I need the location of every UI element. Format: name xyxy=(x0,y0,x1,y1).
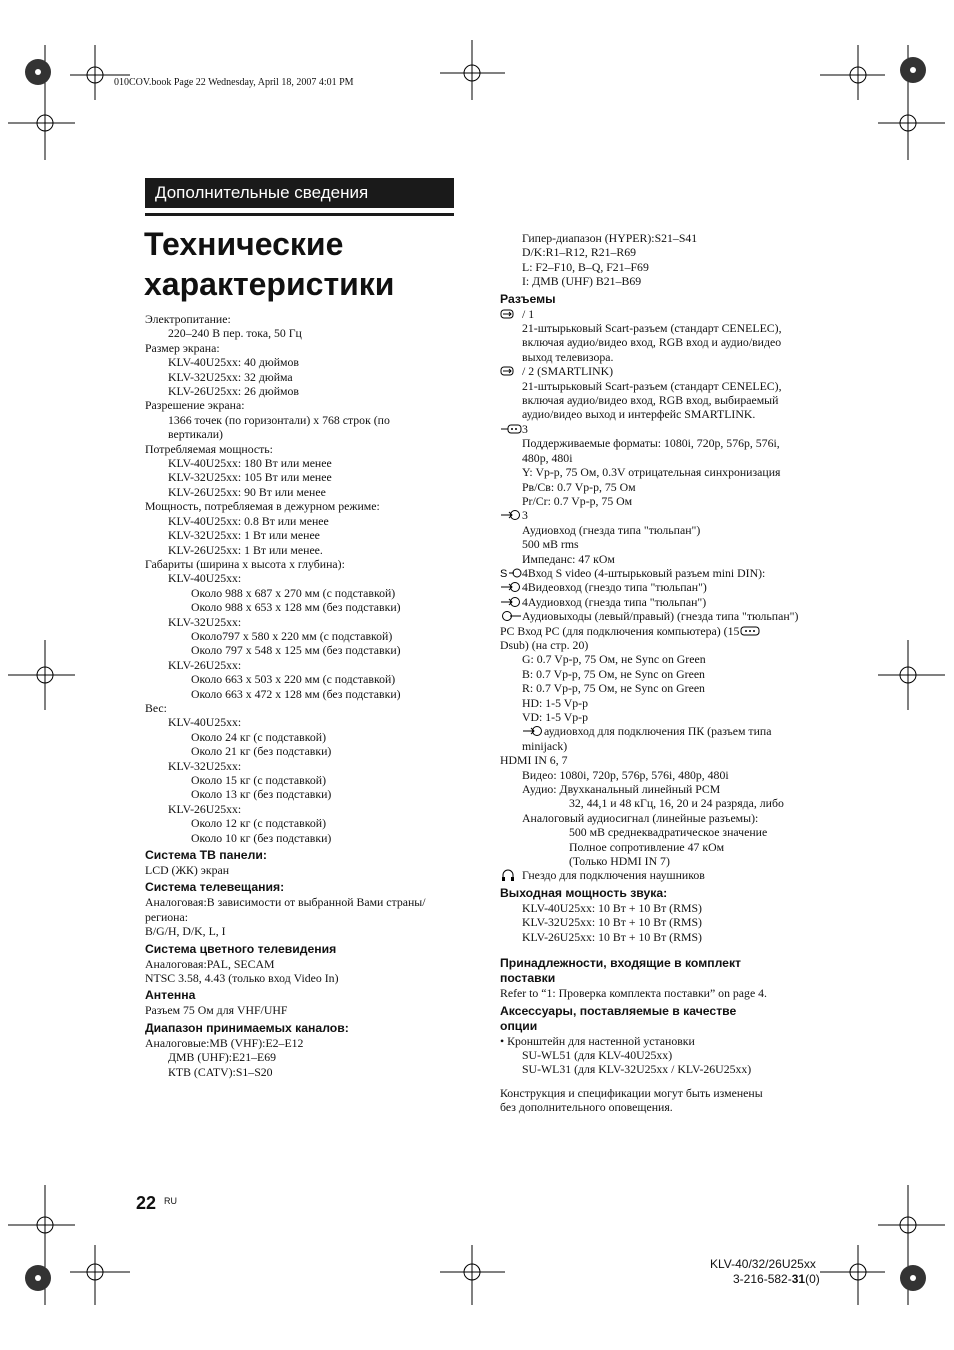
spec-text: Аудио: Двухканальный линейный PCM xyxy=(522,782,721,797)
spec-text: I: ДМВ (UHF) B21–B69 xyxy=(522,274,642,289)
spec-text: Аудиовход (гнезда типа "тюльпан") xyxy=(522,522,701,537)
spec-text: Аналоговый аудиосигнал (линейные разъемы): xyxy=(522,810,759,825)
svg-text:S: S xyxy=(500,567,508,579)
spec-text: КТВ (CATV):S1–S20 xyxy=(168,1064,273,1079)
spec-text: 21-штырьковый Scart-разъем (стандарт CENELEC), xyxy=(522,321,782,336)
spec-text: KLV-32U25xx: 10 Вт + 10 Вт (RMS) xyxy=(522,915,702,930)
spec-text: Разъем 75 Ом для VHF/UHF xyxy=(145,1003,288,1018)
spec-text: Около 24 кг (с подставкой) xyxy=(191,729,326,744)
spec-text: 4Вход S video (4-штырьковый разъем mini DIN): xyxy=(522,565,766,580)
spec-text: HD: 1-5 Vp-p xyxy=(522,695,588,710)
spec-text: (Только HDMI IN 7) xyxy=(569,854,670,869)
spec-text: B/G/H, D/K, L, I xyxy=(145,924,226,939)
spec-text: Система цветного телевидения xyxy=(145,941,337,956)
spec-text: Dsub) (на стр. 20) xyxy=(500,637,589,652)
section-title: Дополнительные сведения xyxy=(155,183,369,202)
spec-text: 3 xyxy=(522,508,528,523)
spec-text: аудиовход для подключения ПК (разъем типа xyxy=(544,724,772,739)
spec-text: Разрешение экрана: xyxy=(145,398,245,413)
spec-text: Pr/Cr: 0.7 Vp-p, 75 Ом xyxy=(522,493,633,508)
spec-text: Аналоговые:МВ (VHF):E2–E12 xyxy=(145,1035,304,1050)
spec-text: вертикали) xyxy=(168,427,223,442)
page-title: Технические характеристики xyxy=(144,226,395,302)
spec-text: SU-WL51 (для KLV-40U25xx) xyxy=(522,1047,673,1062)
spec-text: KLV-32U25xx: 32 дюйма xyxy=(168,369,293,384)
spec-text: Аксессуары, поставляемые в качестве xyxy=(500,1003,737,1018)
spec-text: опции xyxy=(500,1018,538,1033)
spec-text: LCD (ЖК) экран xyxy=(145,863,230,878)
spec-text: Около797 x 580 x 220 мм (с подставкой) xyxy=(191,628,393,643)
spec-text: аудио/видео выход и интерфейс SMARTLINK. xyxy=(522,407,756,422)
spec-text: Импеданс: 47 кОм xyxy=(522,551,615,566)
spec-text: Система телевещания: xyxy=(145,880,285,895)
spec-text: KLV-26U25xx: 26 дюймов xyxy=(168,384,299,399)
spec-text: Потребляемая мощность: xyxy=(145,441,273,456)
spec-text: KLV-40U25xx: 10 Вт + 10 Вт (RMS) xyxy=(522,900,702,915)
spec-text: KLV-26U25xx: xyxy=(168,657,242,672)
spec-text: KLV-26U25xx: 90 Вт или менее xyxy=(168,484,326,499)
spec-text: Около 12 кг (с подставкой) xyxy=(191,816,326,831)
spec-text: KLV-40U25xx: 40 дюймов xyxy=(168,355,299,370)
spec-text: Refer to “1: Проверка комплекта поставки” on page 4. xyxy=(500,986,767,1001)
spec-text: Около 663 x 503 x 220 мм (с подставкой) xyxy=(191,672,396,687)
spec-text: региона: xyxy=(145,909,189,924)
spec-text: minijack) xyxy=(522,738,568,753)
spec-text: 220–240 В пер. тока, 50 Гц xyxy=(168,326,302,341)
spec-text: HDMI IN 6, 7 xyxy=(500,753,568,768)
spec-text: KLV-26U25xx: 10 Вт + 10 Вт (RMS) xyxy=(522,929,702,944)
page-language: RU xyxy=(164,1196,177,1206)
doc-code-suffix: (0) xyxy=(805,1272,820,1286)
spec-text: Выходная мощность звука: xyxy=(500,885,668,900)
spec-text: Около 13 кг (без подставки) xyxy=(191,787,332,802)
doc-code-bold: 31 xyxy=(791,1272,806,1286)
spec-text: Аудиовыходы (левый/правый) (гнезда типа "тюльпан") xyxy=(522,609,799,624)
spec-text: Разъемы xyxy=(500,291,556,306)
spec-text: Y: Vp-p, 75 Ом, 0.3V отрицательная синхронизация xyxy=(522,465,781,480)
spec-text: KLV-32U25xx: xyxy=(168,614,242,629)
spec-text: VD: 1-5 Vp-p xyxy=(522,710,588,724)
spec-text: / 2 (SMARTLINK) xyxy=(522,364,614,379)
spec-text: Система ТВ панели: xyxy=(145,848,267,863)
spec-text: Около 10 кг (без подставки) xyxy=(191,830,332,845)
spec-text: включая аудио/видео вход, RGB вход и аудио/видео xyxy=(522,335,782,350)
spec-text: Pв/Cв: 0.7 Vp-p, 75 Ом xyxy=(522,479,636,494)
spec-text: D/K:R1–R12, R21–R69 xyxy=(522,245,637,260)
spec-text: Антенна xyxy=(145,988,196,1003)
spec-text: Мощность, потребляемая в дежурном режиме: xyxy=(145,499,380,514)
spec-text: Около 15 кг (с подставкой) xyxy=(191,773,326,787)
spec-text: R: 0.7 Vp-p, 75 Ом, не Sync on Green xyxy=(522,681,705,696)
spec-text: PC Вход PC (для подключения компьютера) (15 xyxy=(500,623,740,638)
spec-text: 3 xyxy=(522,421,528,436)
spec-text: 500 мВ rms xyxy=(522,537,579,552)
spec-text: Электропитание: xyxy=(145,312,231,326)
spec-text: Около 21 кг (без подставки) xyxy=(191,744,332,759)
spec-text: Поддерживаемые форматы: 1080i, 720p, 576p, 576i, xyxy=(522,436,780,451)
spec-text: NTSC 3.58, 4.43 (только вход Video In) xyxy=(145,971,339,986)
spec-text: KLV-32U25xx: 1 Вт или менее xyxy=(168,528,320,543)
spec-text: KLV-26U25xx: 1 Вт или менее. xyxy=(168,542,323,557)
spec-text: ДМВ (UHF):E21–E69 xyxy=(168,1050,276,1065)
spec-text: B: 0.7 Vp-p, 75 Ом, не Sync on Green xyxy=(522,666,705,681)
spec-text: KLV-32U25xx: xyxy=(168,758,242,773)
doc-code-prefix: 3-216-582- xyxy=(733,1272,792,1286)
spec-text: 21-штырьковый Scart-разъем (стандарт CENELEC), xyxy=(522,378,782,393)
spec-text: 500 мВ среднеквадратическое значение xyxy=(569,825,768,840)
spec-text: поставки xyxy=(500,971,556,986)
spec-text: Размер экрана: xyxy=(145,340,220,355)
spec-text: KLV-40U25xx: xyxy=(168,571,242,586)
spec-text: включая аудио/видео вход, RGB вход, выбираемый xyxy=(522,393,779,408)
spec-text: 480p, 480i xyxy=(522,450,573,465)
model-code: KLV-40/32/26U25xx xyxy=(710,1257,816,1271)
page-number: 22 xyxy=(136,1193,157,1213)
spec-text: Около 663 x 472 x 128 мм (без подставки) xyxy=(191,686,401,701)
spec-text: Видео: 1080i, 720p, 576p, 576i, 480p, 480i xyxy=(522,767,729,782)
spec-text: 4Аудиовход (гнезда типа "тюльпан") xyxy=(522,594,707,609)
spec-text: Гипер-диапазон (HYPER):S21–S41 xyxy=(522,231,698,245)
spec-text: Около 988 x 687 x 270 мм (с подставкой) xyxy=(191,585,396,600)
spec-text: KLV-32U25xx: 105 Вт или менее xyxy=(168,470,332,485)
spec-text: L: F2–F10, B–Q, F21–F69 xyxy=(522,259,649,274)
spec-text: • Кронштейн для настенной установки xyxy=(500,1033,695,1048)
spec-text: без дополнительного оповещения. xyxy=(500,1100,673,1115)
spec-text: Аналоговая:В зависимости от выбранной Вами страны/ xyxy=(145,895,426,910)
spec-text: выход телевизора. xyxy=(522,349,614,364)
spec-text: Около 988 x 653 x 128 мм (без подставки) xyxy=(191,600,401,615)
spec-text: KLV-40U25xx: 180 Вт или менее xyxy=(168,456,332,471)
spec-text: Гнездо для подключения наушников xyxy=(522,868,705,883)
spec-text: Принадлежности, входящие в комплект xyxy=(500,956,742,971)
spec-text: G: 0.7 Vp-p, 75 Ом, не Sync on Green xyxy=(522,652,706,667)
spec-text: 1366 точек (по горизонтали) x 768 строк (по xyxy=(168,412,390,427)
spec-text: Около 797 x 548 x 125 мм (без подставки) xyxy=(191,643,401,658)
spec-text: Вес: xyxy=(145,700,167,715)
spec-text: KLV-40U25xx: xyxy=(168,715,242,730)
spec-text: Диапазон принимаемых каналов: xyxy=(145,1020,349,1035)
spec-text: / 1 xyxy=(522,306,535,321)
spec-text: Аналоговая:PAL, SECAM xyxy=(145,956,275,971)
book-header-info: 010COV.book Page 22 Wednesday, April 18, 2007 4:01 PM xyxy=(114,77,354,88)
spec-text: KLV-40U25xx: 0.8 Вт или менее xyxy=(168,513,329,528)
spec-text: Полное сопротивление 47 кОм xyxy=(569,839,725,854)
spec-text: SU-WL31 (для KLV-32U25xx / KLV-26U25xx) xyxy=(522,1062,752,1077)
spec-text: 4Видеовход (гнездо типа "тюльпан") xyxy=(522,580,707,595)
spec-text: KLV-26U25xx: xyxy=(168,801,242,816)
spec-text: Габариты (ширина x высота x глубина): xyxy=(145,556,345,571)
spec-text: 32, 44,1 и 48 кГц, 16, 20 и 24 разряда, либо xyxy=(569,796,784,811)
spec-text: Конструкция и спецификации могут быть изменены xyxy=(500,1085,763,1100)
